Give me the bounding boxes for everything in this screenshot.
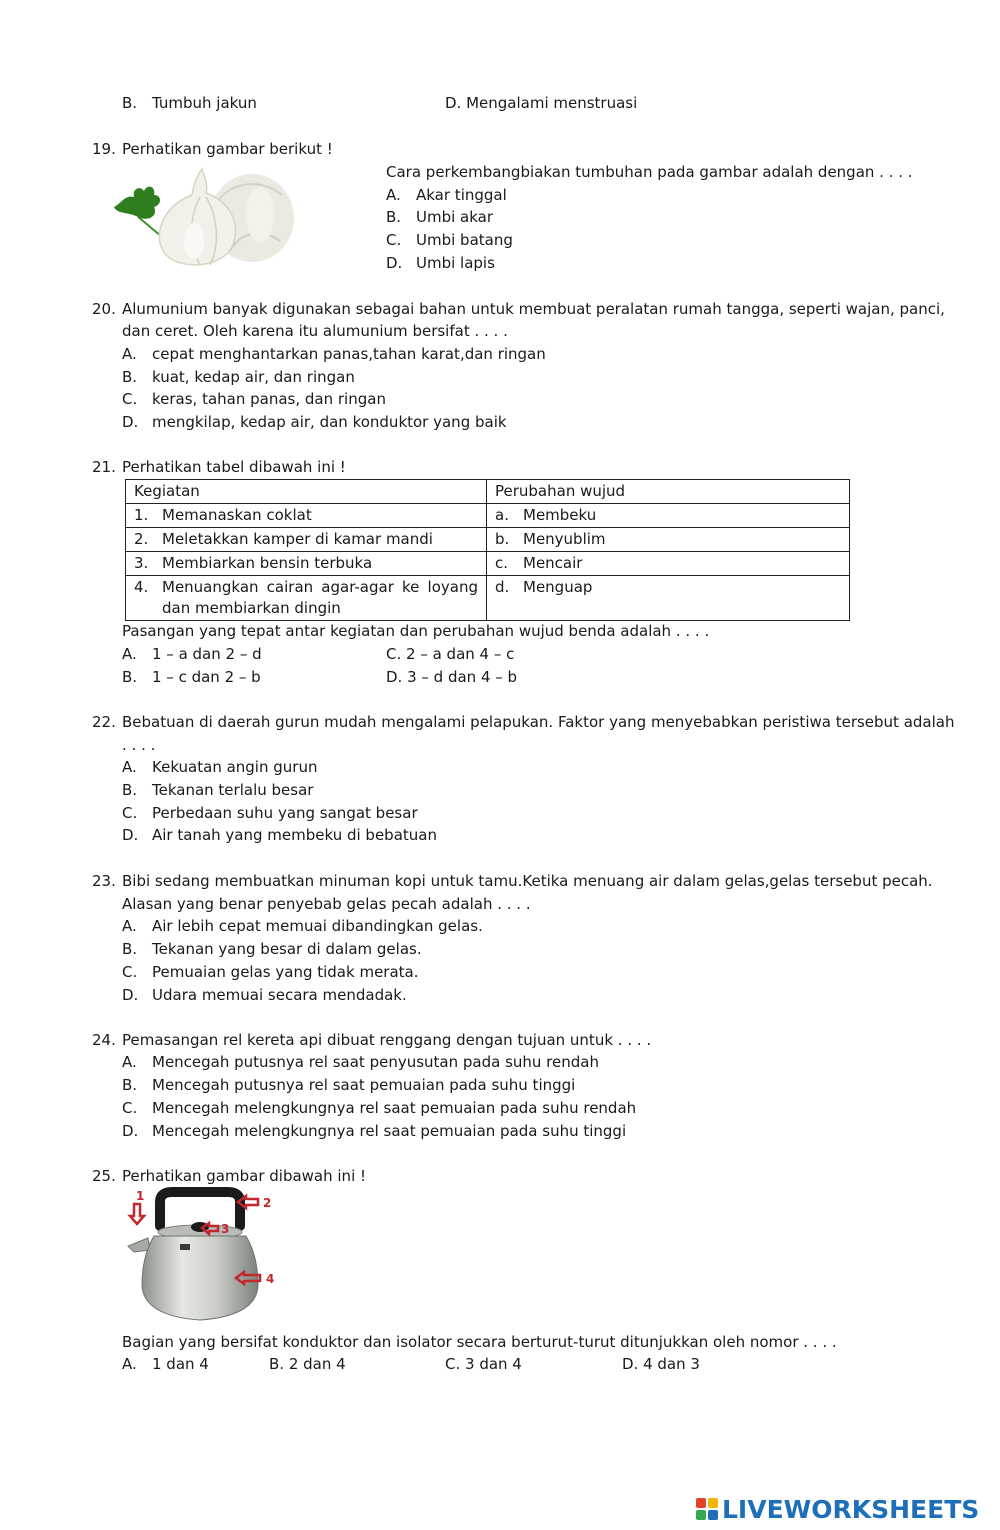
q21-option-b-letter: B. bbox=[122, 668, 138, 686]
q22-option-c-letter: C. bbox=[122, 804, 138, 822]
q25-option-a-letter: A. bbox=[122, 1355, 137, 1373]
q20-option-c-text: keras, tahan panas, dan ringan bbox=[152, 390, 386, 408]
q24-line1: Pemasangan rel kereta api dibuat renggang dengan tujuan untuk . . . . bbox=[122, 1031, 652, 1049]
table-row bbox=[126, 528, 850, 552]
q21-option-a-text: 1 – a dan 2 – d bbox=[152, 645, 262, 663]
q23-option-d-text: Udara memuai secara mendadak. bbox=[152, 986, 407, 1004]
table-row bbox=[126, 576, 850, 621]
q25-option-c: C. 3 dan 4 bbox=[445, 1355, 522, 1373]
q22-number: 22. bbox=[92, 713, 116, 731]
liveworksheets-logo-icon bbox=[696, 1498, 718, 1520]
q22-option-d-letter: D. bbox=[122, 826, 139, 844]
q20-option-a-text: cepat menghantarkan panas,tahan karat,dan ringan bbox=[152, 345, 546, 363]
q20-option-b-letter: B. bbox=[122, 368, 138, 386]
q19-question: Cara perkembangbiakan tumbuhan pada gambar adalah dengan . . . . bbox=[386, 163, 913, 181]
q18-option-b-text: Tumbuh jakun bbox=[152, 94, 257, 112]
q23-option-b-letter: B. bbox=[122, 940, 138, 958]
q25-option-a-text: 1 dan 4 bbox=[152, 1355, 209, 1373]
label-4: 4 bbox=[266, 1272, 275, 1286]
label-1: 1 bbox=[136, 1189, 145, 1203]
q23-line2: Alasan yang benar penyebab gelas pecah adalah . . . . bbox=[122, 895, 531, 913]
q23-option-a-letter: A. bbox=[122, 917, 137, 935]
table-header-change: Perubahan wujud bbox=[487, 480, 850, 504]
q21-option-a-letter: A. bbox=[122, 645, 137, 663]
q19-option-c-text: Umbi batang bbox=[416, 231, 513, 249]
kettle-spout-icon bbox=[128, 1238, 150, 1252]
q23-option-c-letter: C. bbox=[122, 963, 138, 981]
q22-option-b-text: Tekanan terlalu besar bbox=[152, 781, 314, 799]
row-change: Menyublim bbox=[523, 530, 606, 548]
row-activity: Membiarkan bensin terbuka bbox=[162, 554, 373, 572]
q20-line2: dan ceret. Oleh karena itu alumunium bersifat . . . . bbox=[122, 322, 508, 340]
q19-option-d-letter: D. bbox=[386, 254, 403, 272]
kettle-image bbox=[120, 1186, 290, 1328]
garlic-bulb-front bbox=[159, 169, 235, 265]
q24-option-a-text: Mencegah putusnya rel saat penyusutan pada suhu rendah bbox=[152, 1053, 599, 1071]
row-activity-line2: dan membiarkan dingin bbox=[162, 599, 341, 617]
q20-option-d-letter: D. bbox=[122, 413, 139, 431]
q20-option-c-letter: C. bbox=[122, 390, 138, 408]
q21-question: Pasangan yang tepat antar kegiatan dan perubahan wujud benda adalah . . . . bbox=[122, 622, 710, 640]
q25-option-b: B. 2 dan 4 bbox=[269, 1355, 346, 1373]
q25-prompt: Perhatikan gambar dibawah ini ! bbox=[122, 1167, 367, 1185]
q24-option-b-letter: B. bbox=[122, 1076, 138, 1094]
q21-option-b-text: 1 – c dan 2 – b bbox=[152, 668, 261, 686]
q19-option-a-letter: A. bbox=[386, 186, 401, 204]
garlic-image bbox=[110, 163, 295, 273]
table-header-row bbox=[126, 480, 850, 504]
table-header-activity: Kegiatan bbox=[126, 480, 487, 504]
q25-question: Bagian yang bersifat konduktor dan isolator secara berturut-turut ditunjukkan oleh nomor . . . . bbox=[122, 1333, 837, 1351]
q23-line1: Bibi sedang membuatkan minuman kopi untuk tamu.Ketika menuang air dalam gelas,gelas tersebut pecah. bbox=[122, 872, 933, 890]
q22-option-c-text: Perbedaan suhu yang sangat besar bbox=[152, 804, 418, 822]
row-letter: d. bbox=[495, 578, 510, 596]
q20-number: 20. bbox=[92, 300, 116, 318]
q23-number: 23. bbox=[92, 872, 116, 890]
row-change: Membeku bbox=[523, 506, 597, 524]
q23-option-c-text: Pemuaian gelas yang tidak merata. bbox=[152, 963, 419, 981]
row-activity: Menuangkan cairan agar-agar ke loyang bbox=[162, 578, 478, 596]
parsley-leaf-icon bbox=[114, 187, 160, 235]
row-change: Menguap bbox=[523, 578, 593, 596]
row-change: Mencair bbox=[523, 554, 583, 572]
q25-option-d: D. 4 dan 3 bbox=[622, 1355, 700, 1373]
row-letter: b. bbox=[495, 530, 510, 548]
table-row bbox=[126, 504, 850, 528]
q19-option-c-letter: C. bbox=[386, 231, 402, 249]
label-2: 2 bbox=[263, 1196, 272, 1210]
q18-option-b-letter: B. bbox=[122, 94, 138, 112]
q20-line1: Alumunium banyak digunakan sebagai bahan untuk membuat peralatan rumah tangga, seperti wajan, panci, bbox=[122, 300, 945, 318]
q20-option-d-text: mengkilap, kedap air, dan konduktor yang baik bbox=[152, 413, 507, 431]
q24-option-c-letter: C. bbox=[122, 1099, 138, 1117]
q20-option-b-text: kuat, kedap air, dan ringan bbox=[152, 368, 355, 386]
q19-option-b-text: Umbi akar bbox=[416, 208, 494, 226]
label-3: 3 bbox=[221, 1222, 230, 1236]
q24-option-c-text: Mencegah melengkungnya rel saat pemuaian pada suhu rendah bbox=[152, 1099, 637, 1117]
q23-option-a-text: Air lebih cepat memuai dibandingkan gelas. bbox=[152, 917, 483, 935]
q18-option-d: D. Mengalami menstruasi bbox=[445, 94, 638, 112]
arrow-1-icon bbox=[130, 1204, 144, 1224]
row-letter: c. bbox=[495, 554, 509, 572]
q19-number: 19. bbox=[92, 140, 116, 158]
q21-option-c: C. 2 – a dan 4 – c bbox=[386, 645, 515, 663]
q23-option-b-text: Tekanan yang besar di dalam gelas. bbox=[152, 940, 422, 958]
q19-prompt: Perhatikan gambar berikut ! bbox=[122, 140, 333, 158]
q22-option-a-text: Kekuatan angin gurun bbox=[152, 758, 318, 776]
liveworksheets-logo-text: LIVEWORKSHEETS bbox=[722, 1494, 980, 1524]
q21-option-d: D. 3 – d dan 4 – b bbox=[386, 668, 518, 686]
q22-option-a-letter: A. bbox=[122, 758, 137, 776]
q24-option-d-text: Mencegah melengkungnya rel saat pemuaian pada suhu tinggi bbox=[152, 1122, 627, 1140]
q20-option-a-letter: A. bbox=[122, 345, 137, 363]
row-number: 4. bbox=[134, 578, 149, 596]
q24-option-d-letter: D. bbox=[122, 1122, 139, 1140]
kettle-handle-icon bbox=[160, 1192, 240, 1226]
table-row bbox=[126, 552, 850, 576]
q24-number: 24. bbox=[92, 1031, 116, 1049]
q25-number: 25. bbox=[92, 1167, 116, 1185]
liveworksheets-logo[interactable] bbox=[696, 1494, 996, 1524]
q21-prompt: Perhatikan tabel dibawah ini ! bbox=[122, 458, 346, 476]
q19-option-d-text: Umbi lapis bbox=[416, 254, 495, 272]
q19-option-a-text: Akar tinggal bbox=[416, 186, 507, 204]
kettle-body-icon bbox=[142, 1236, 258, 1320]
q24-option-b-text: Mencegah putusnya rel saat pemuaian pada suhu tinggi bbox=[152, 1076, 576, 1094]
q23-option-d-letter: D. bbox=[122, 986, 139, 1004]
q22-line1: Bebatuan di daerah gurun mudah mengalami pelapukan. Faktor yang menyebabkan peristiwa tersebut adalah bbox=[122, 713, 955, 731]
row-number: 3. bbox=[134, 554, 149, 572]
q22-line2: . . . . bbox=[122, 736, 156, 754]
row-letter: a. bbox=[495, 506, 509, 524]
row-activity: Memanaskan coklat bbox=[162, 506, 312, 524]
row-activity: Meletakkan kamper di kamar mandi bbox=[162, 530, 433, 548]
q22-option-d-text: Air tanah yang membeku di bebatuan bbox=[152, 826, 437, 844]
q22-option-b-letter: B. bbox=[122, 781, 138, 799]
q21-table bbox=[125, 479, 850, 621]
row-number: 1. bbox=[134, 506, 149, 524]
row-number: 2. bbox=[134, 530, 149, 548]
q24-option-a-letter: A. bbox=[122, 1053, 137, 1071]
q19-option-b-letter: B. bbox=[386, 208, 402, 226]
q21-number: 21. bbox=[92, 458, 116, 476]
